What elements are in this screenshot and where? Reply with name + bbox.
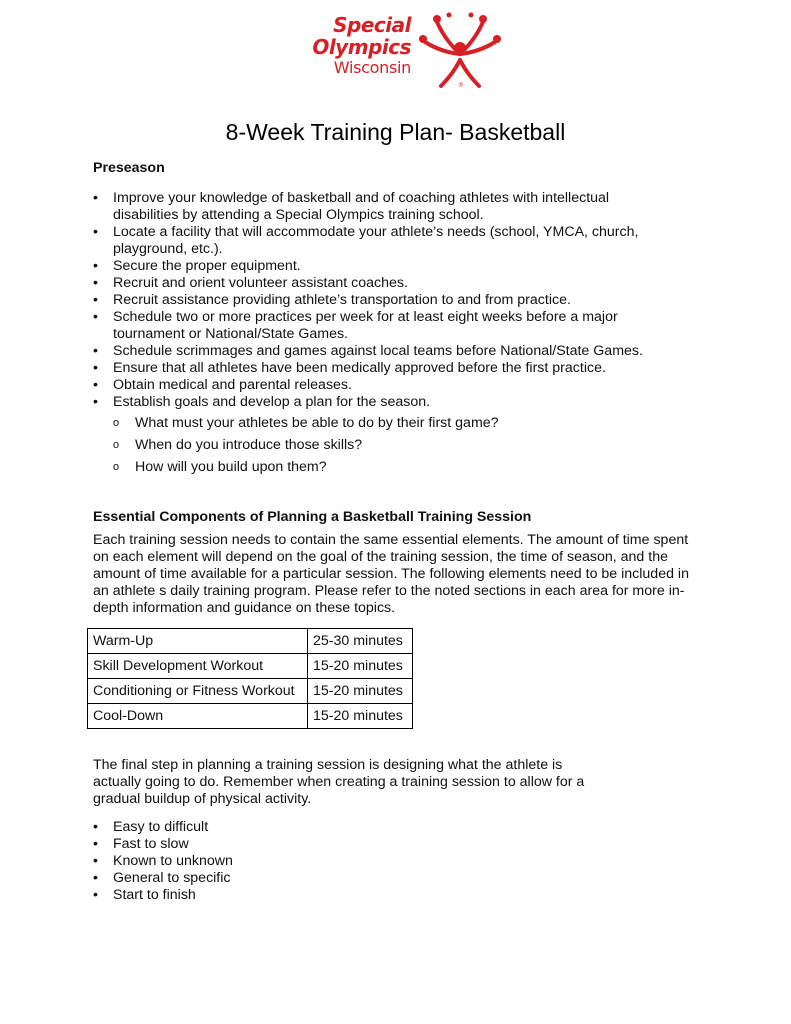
element-cell: Cool-Down <box>88 704 308 729</box>
table-row <box>88 629 413 654</box>
list-item: • Schedule two or more practices per week for at least eight weeks before a major tournament or National/State Games. <box>93 309 653 343</box>
table-row <box>88 654 413 679</box>
time-cell: 25-30 minutes <box>308 629 413 654</box>
page-title: 8-Week Training Plan- Basketball <box>225 119 566 145</box>
time-cell: 15-20 minutes <box>308 679 413 704</box>
preseason-heading: Preseason <box>93 160 165 176</box>
element-cell: Skill Development Workout <box>88 654 308 679</box>
list-item: • Improve your knowledge of basketball and of coaching athletes with intellectual disabilities by attending a Special Olympics training school. <box>93 190 653 224</box>
training-session-table <box>87 628 413 729</box>
table-row <box>88 679 413 704</box>
preseason-list <box>93 190 653 481</box>
list-item: • Ensure that all athletes have been medically approved before the first practice. <box>93 360 653 377</box>
table-row <box>88 704 413 729</box>
list-item: • Schedule scrimmages and games against local teams before National/State Games. <box>93 343 653 360</box>
list-item <box>93 394 653 476</box>
special-olympics-wisconsin-logo <box>288 12 503 92</box>
sub-list-item: o When do you introduce those skills? <box>113 437 653 454</box>
time-cell: 15-20 minutes <box>308 654 413 679</box>
list-item: • Obtain medical and parental releases. <box>93 377 653 394</box>
sub-list-item: o What must your athletes be able to do by their first game? <box>113 415 653 432</box>
logo-line-1: Special <box>333 13 411 37</box>
registered-mark: ® <box>458 83 463 89</box>
progression-list <box>93 819 393 904</box>
list-item: • Fast to slow <box>93 836 393 853</box>
element-cell: Conditioning or Fitness Workout <box>88 679 308 704</box>
season-goals-sublist <box>113 415 653 476</box>
components-heading: Essential Components of Planning a Basketball Training Session <box>93 509 532 525</box>
logo-line-2: Olympics <box>312 35 411 59</box>
list-item: • Secure the proper equipment. <box>93 258 653 275</box>
logo-wordmark <box>312 14 411 78</box>
time-cell: 15-20 minutes <box>308 704 413 729</box>
list-item: • Known to unknown <box>93 853 393 870</box>
list-item-text: Establish goals and develop a plan for the season. <box>113 394 431 410</box>
element-cell: Warm-Up <box>88 629 308 654</box>
list-item: • Easy to difficult <box>93 819 393 836</box>
list-item: • General to specific <box>93 870 393 887</box>
list-item: • Start to finish <box>93 887 393 904</box>
final-step-paragraph: The final step in planning a training session is designing what the athlete is actually going to do. Remember when creating a training session to allow for a gradual buildup of physical activity. <box>93 757 585 807</box>
sub-list-item: o How will you build upon them? <box>113 459 653 476</box>
list-item: • Locate a facility that will accommodate your athlete’s needs (school, YMCA, church, playground, etc.). <box>93 224 653 258</box>
list-item: • Recruit assistance providing athlete’s transportation to and from practice. <box>93 292 653 309</box>
components-paragraph: Each training session needs to contain the same essential elements. The amount of time spent on each element will depend on the goal of the training session, the time of season, and the amount of time available for a particular session. The following elements need to be included in an athlete s daily training program. Please refer to the noted sections in each area for more in-depth information and guidance on these topics. <box>93 532 689 616</box>
logo-line-3: Wisconsin <box>333 58 411 77</box>
list-item: • Recruit and orient volunteer assistant coaches. <box>93 275 653 292</box>
